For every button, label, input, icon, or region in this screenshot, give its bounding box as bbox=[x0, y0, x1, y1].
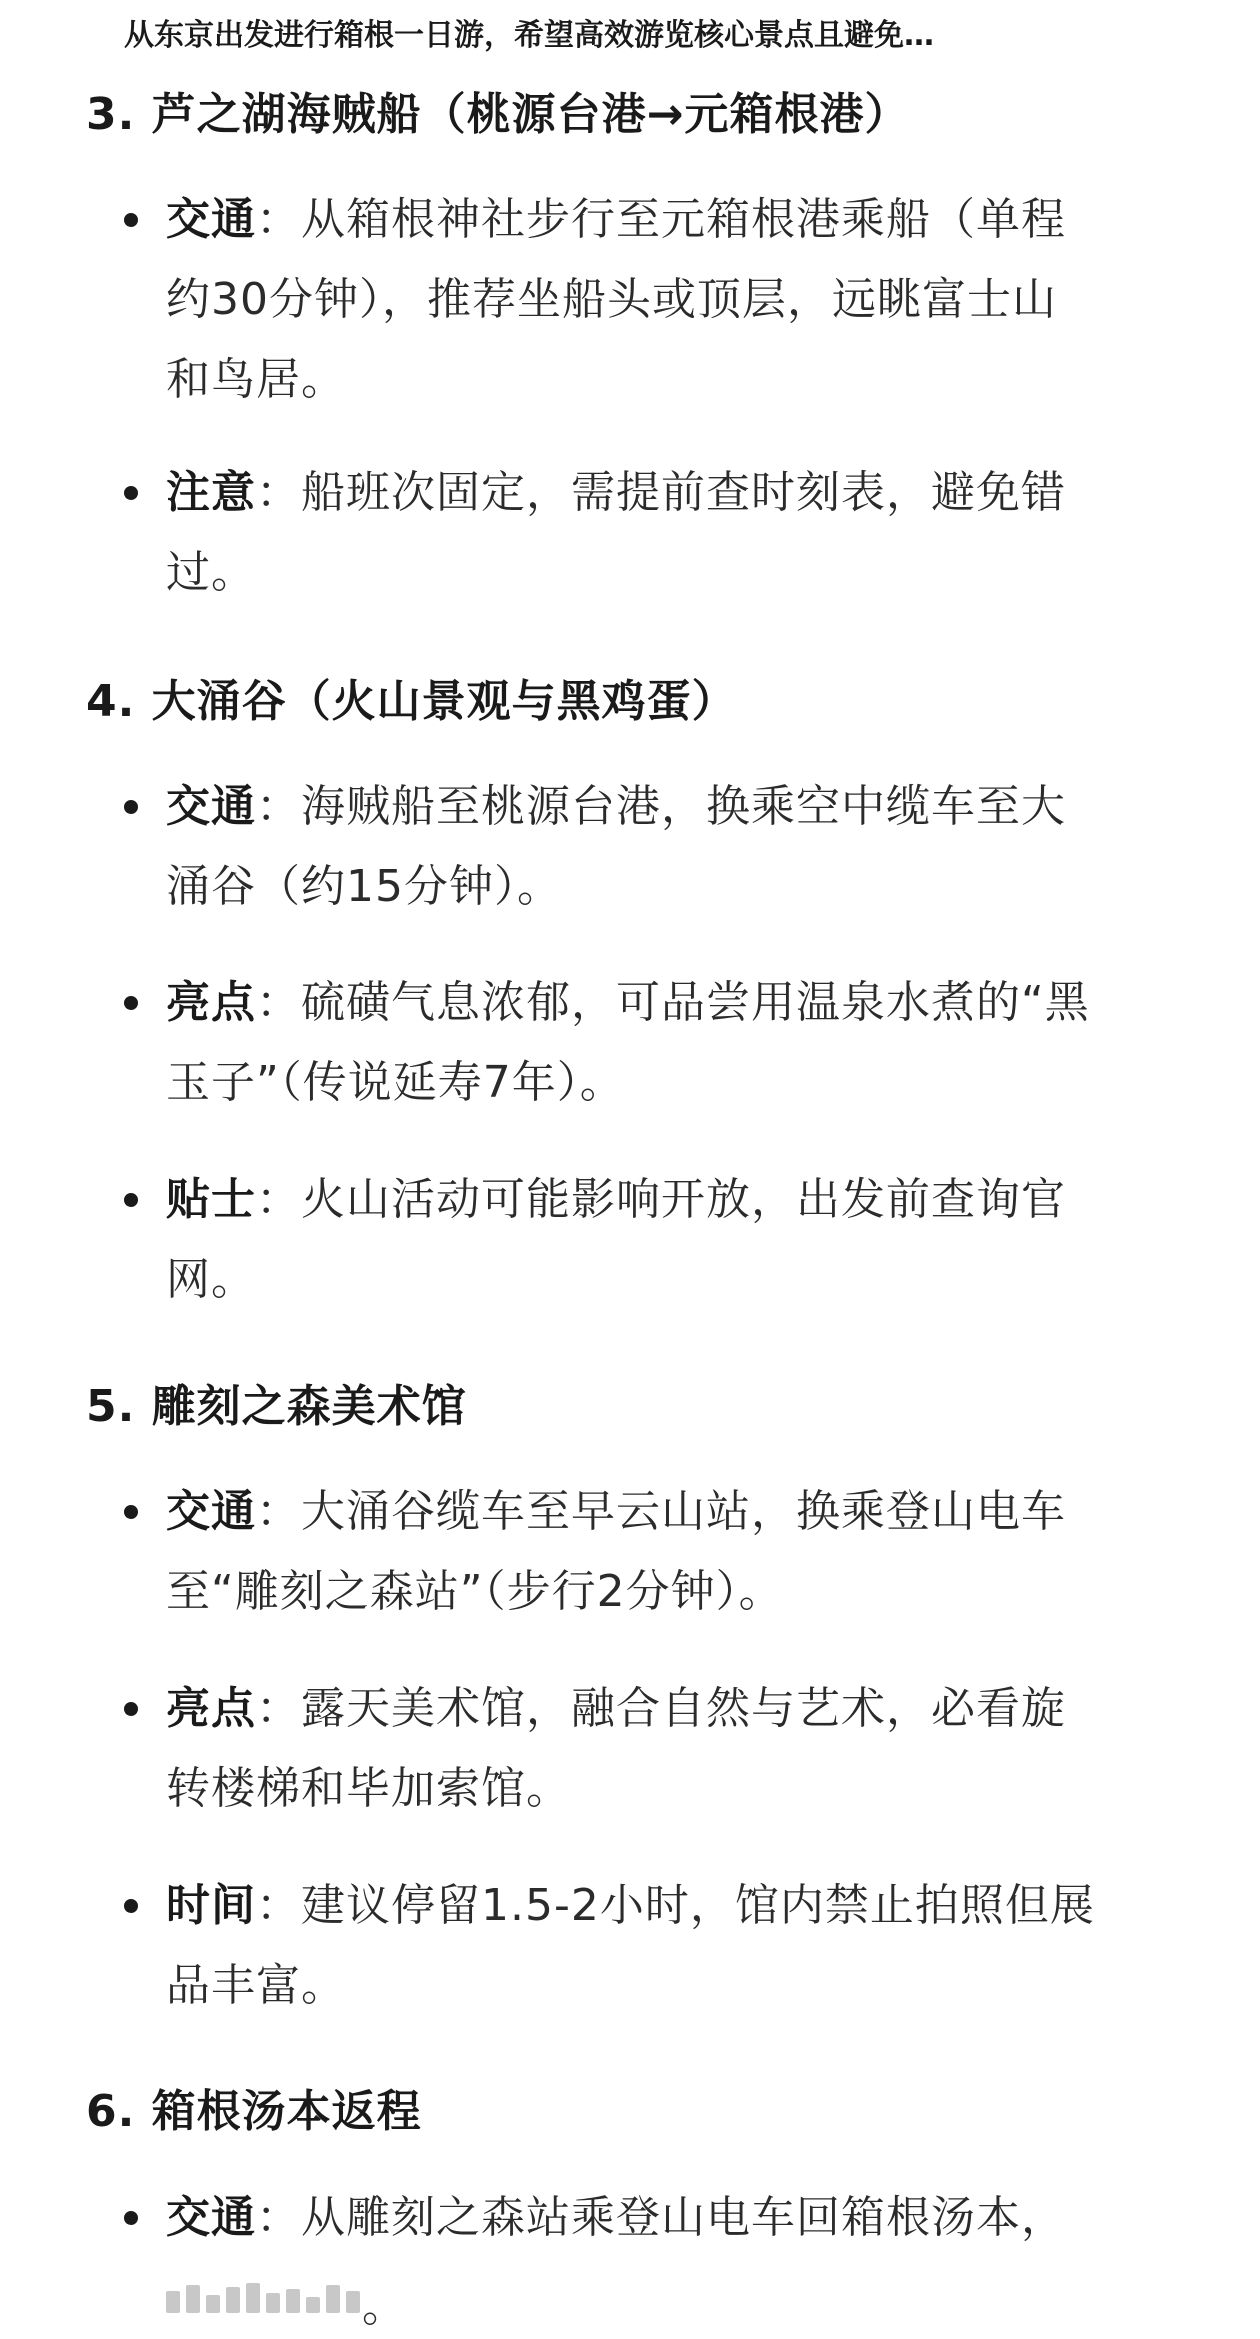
item-line: ：火山活动可能影响开放，出发前查询官 bbox=[256, 1174, 1066, 1225]
section-heading: 5. 雕刻之森美术馆 bbox=[86, 1381, 467, 1432]
item-line: ：大涌谷缆车至早云山站，换乘登山电车 bbox=[256, 1486, 1066, 1537]
item-line: ：建议停留1.5-2小时，馆内禁止拍照但展 bbox=[256, 1880, 1095, 1931]
section-heading: 3. 芦之湖海贼船（桃源台港→元箱根港） bbox=[86, 89, 910, 140]
item-line: ：从箱根神社步行至元箱根港乘船（单程 bbox=[256, 194, 1066, 245]
item-line: ：露天美术馆，融合自然与艺术，必看旋 bbox=[256, 1683, 1066, 1734]
item-line: 。 bbox=[362, 2281, 406, 2332]
item-label: 时间 bbox=[166, 1880, 256, 1931]
bullet-icon bbox=[116, 2203, 146, 2233]
item-label: 交通 bbox=[166, 781, 256, 832]
item-line: 至“雕刻之森站”（步行2分钟）。 bbox=[166, 1566, 784, 1617]
bullet-icon bbox=[116, 1694, 146, 1724]
item-line: ：硫磺气息浓郁，可品尝用温泉水煮的“黑 bbox=[256, 977, 1090, 1028]
item-label: 交通 bbox=[166, 194, 256, 245]
bullet-icon bbox=[116, 988, 146, 1018]
bullet-icon bbox=[116, 792, 146, 822]
item-label: 注意 bbox=[166, 467, 256, 518]
bullet-icon bbox=[116, 205, 146, 235]
list-item bbox=[166, 767, 1186, 927]
list-item bbox=[166, 1866, 1186, 2026]
item-line: 转楼梯和毕加索馆。 bbox=[166, 1763, 571, 1814]
item-label: 贴士 bbox=[166, 1174, 256, 1225]
page-title: 从东京出发进行箱根一日游，希望高效游览核心景点且避免… bbox=[124, 18, 934, 53]
list-item bbox=[166, 2178, 1186, 2258]
list-item bbox=[166, 963, 1186, 1123]
item-line: 涌谷（约15分钟）。 bbox=[166, 861, 562, 912]
list-item bbox=[166, 1669, 1186, 1829]
item-line: ：海贼船至桃源台港，换乘空中缆车至大 bbox=[256, 781, 1066, 832]
list-item bbox=[166, 453, 1186, 613]
item-line: 约30分钟），推荐坐船头或顶层，远眺富士山 bbox=[166, 274, 1057, 325]
list-item bbox=[166, 180, 1186, 420]
header-bar bbox=[0, 0, 1260, 62]
item-label: 交通 bbox=[166, 2192, 256, 2243]
item-line: 网。 bbox=[166, 1254, 256, 1305]
list-item bbox=[166, 1160, 1186, 1320]
bullet-icon bbox=[116, 1185, 146, 1215]
item-line: 过。 bbox=[166, 547, 256, 598]
item-line: ：从雕刻之森站乘登山电车回箱根汤本， bbox=[256, 2192, 1066, 2243]
bullet-icon bbox=[116, 1497, 146, 1527]
section-heading: 4. 大涌谷（火山景观与黑鸡蛋） bbox=[86, 676, 737, 727]
item-label: 亮点 bbox=[166, 977, 256, 1028]
bullet-icon bbox=[116, 478, 146, 508]
item-line: 和鸟居。 bbox=[166, 354, 346, 405]
bullet-icon bbox=[116, 1891, 146, 1921]
item-line: ：船班次固定，需提前查时刻表，避免错 bbox=[256, 467, 1066, 518]
list-item bbox=[166, 1472, 1186, 1632]
item-line: 玉子”（传说延寿7年）。 bbox=[166, 1057, 625, 1108]
watermark-blur bbox=[166, 2283, 366, 2313]
item-label: 交通 bbox=[166, 1486, 256, 1537]
item-label: 亮点 bbox=[166, 1683, 256, 1734]
item-line: 品丰富。 bbox=[166, 1960, 346, 2011]
section-heading: 6. 箱根汤本返程 bbox=[86, 2086, 422, 2137]
